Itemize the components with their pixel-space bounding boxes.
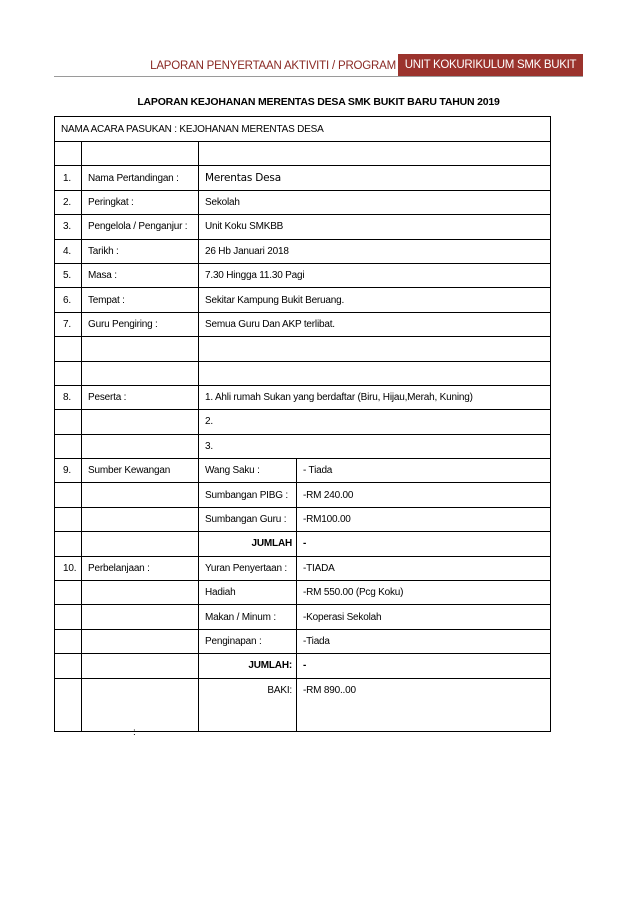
empty-cell	[55, 410, 82, 434]
fund-value: -RM100.00	[297, 507, 551, 531]
table-row	[55, 605, 551, 629]
empty-cell	[82, 678, 199, 731]
row-label: Pengelola / Penganjur :	[82, 215, 199, 239]
empty-cell	[199, 337, 551, 361]
table-row	[55, 263, 551, 287]
empty-cell	[82, 434, 199, 458]
empty-cell	[55, 581, 82, 605]
expense-label: Penginapan :	[199, 629, 297, 653]
fund-total-label: JUMLAH	[199, 532, 297, 556]
row-number: 8.	[55, 385, 82, 409]
row-value: Sekitar Kampung Bukit Beruang.	[199, 288, 551, 312]
empty-cell	[55, 629, 82, 653]
row-number: 1.	[55, 166, 82, 190]
table-row	[55, 190, 551, 214]
peserta-line: 1. Ahli rumah Sukan yang berdaftar (Biru, Hijau,Merah, Kuning)	[199, 385, 551, 409]
table-row	[55, 434, 551, 458]
empty-cell	[55, 605, 82, 629]
table-row-total	[55, 654, 551, 678]
row-number: 10.	[55, 556, 82, 580]
table-row-total	[55, 532, 551, 556]
expense-value: -TIADA	[297, 556, 551, 580]
row-number: 2.	[55, 190, 82, 214]
fund-label: Wang Saku :	[199, 459, 297, 483]
row-label: Nama Pertandingan :	[82, 166, 199, 190]
spacer-row	[55, 361, 551, 385]
row-label: Guru Pengiring :	[82, 312, 199, 336]
peserta-line: 3.	[199, 434, 551, 458]
empty-cell	[55, 654, 82, 678]
empty-cell	[55, 483, 82, 507]
empty-cell	[55, 507, 82, 531]
row-value: 7.30 Hingga 11.30 Pagi	[199, 263, 551, 287]
empty-cell	[82, 532, 199, 556]
header-divider	[54, 76, 583, 77]
table-row	[55, 239, 551, 263]
empty-cell	[82, 483, 199, 507]
fund-label: Sumbangan PIBG :	[199, 483, 297, 507]
expense-total-label: JUMLAH:	[199, 654, 297, 678]
row-label: Tempat :	[82, 288, 199, 312]
row-label: Masa :	[82, 263, 199, 287]
table-row	[55, 483, 551, 507]
row-label: Sumber Kewangan	[82, 459, 199, 483]
table-row-perbelanjaan	[55, 556, 551, 580]
expense-value: -Koperasi Sekolah	[297, 605, 551, 629]
table-row	[55, 629, 551, 653]
empty-cell	[199, 142, 551, 166]
table-title-row	[55, 117, 551, 142]
table-row-peserta	[55, 385, 551, 409]
expense-value: -Tiada	[297, 629, 551, 653]
row-value: Unit Koku SMKBB	[199, 215, 551, 239]
row-value: Sekolah	[199, 190, 551, 214]
fund-value: -RM 240.00	[297, 483, 551, 507]
peserta-line: 2.	[199, 410, 551, 434]
table-title-cell: NAMA ACARA PASUKAN : KEJOHANAN MERENTAS DESA	[55, 117, 551, 142]
fund-label: Sumbangan Guru :	[199, 507, 297, 531]
row-label: Perbelanjaan :	[82, 556, 199, 580]
row-value: Merentas Desa	[199, 166, 551, 190]
empty-cell	[55, 361, 82, 385]
spacer-row	[55, 142, 551, 166]
table-row	[55, 410, 551, 434]
table-row	[55, 215, 551, 239]
row-value: Semua Guru Dan AKP terlibat.	[199, 312, 551, 336]
expense-label: Yuran Penyertaan :	[199, 556, 297, 580]
table-row-sumber	[55, 459, 551, 483]
empty-cell	[82, 337, 199, 361]
header-program-title: LAPORAN PENYERTAAN AKTIVITI / PROGRAM	[150, 60, 396, 72]
table-row	[55, 507, 551, 531]
row-number: 5.	[55, 263, 82, 287]
empty-cell	[82, 581, 199, 605]
row-number: 7.	[55, 312, 82, 336]
row-value: 26 Hb Januari 2018	[199, 239, 551, 263]
table-row	[55, 312, 551, 336]
table-row-baki	[55, 678, 551, 731]
row-number: 9.	[55, 459, 82, 483]
empty-cell	[55, 337, 82, 361]
report-table	[54, 116, 551, 732]
empty-cell	[55, 678, 82, 731]
balance-value: -RM 890..00	[297, 678, 551, 731]
row-label: Tarikh :	[82, 239, 199, 263]
empty-cell	[55, 142, 82, 166]
empty-cell	[82, 361, 199, 385]
expense-label: Hadiah	[199, 581, 297, 605]
row-number: 6.	[55, 288, 82, 312]
expense-label: Makan / Minum :	[199, 605, 297, 629]
row-number: 4.	[55, 239, 82, 263]
empty-cell	[82, 629, 199, 653]
expense-total-value: -	[297, 654, 551, 678]
table-row	[55, 166, 551, 190]
row-number: 3.	[55, 215, 82, 239]
spacer-row	[55, 337, 551, 361]
expense-value: -RM 550.00 (Pcg Koku)	[297, 581, 551, 605]
empty-cell	[55, 434, 82, 458]
empty-cell	[82, 142, 199, 166]
empty-cell	[82, 410, 199, 434]
table-row	[55, 288, 551, 312]
empty-cell	[82, 605, 199, 629]
empty-cell	[199, 361, 551, 385]
empty-cell	[55, 532, 82, 556]
row-label: Peringkat :	[82, 190, 199, 214]
fund-total-value: -	[297, 532, 551, 556]
footer-colon: :	[133, 727, 136, 738]
header-unit-badge: UNIT KOKURIKULUM SMK BUKIT BARU	[398, 54, 583, 76]
empty-cell	[82, 654, 199, 678]
empty-cell	[82, 507, 199, 531]
table-row	[55, 581, 551, 605]
fund-value: - Tiada	[297, 459, 551, 483]
balance-label: BAKI:	[199, 678, 297, 731]
report-title: LAPORAN KEJOHANAN MERENTAS DESA SMK BUKIT BARU TAHUN 2019	[137, 96, 500, 108]
row-label: Peserta :	[82, 385, 199, 409]
